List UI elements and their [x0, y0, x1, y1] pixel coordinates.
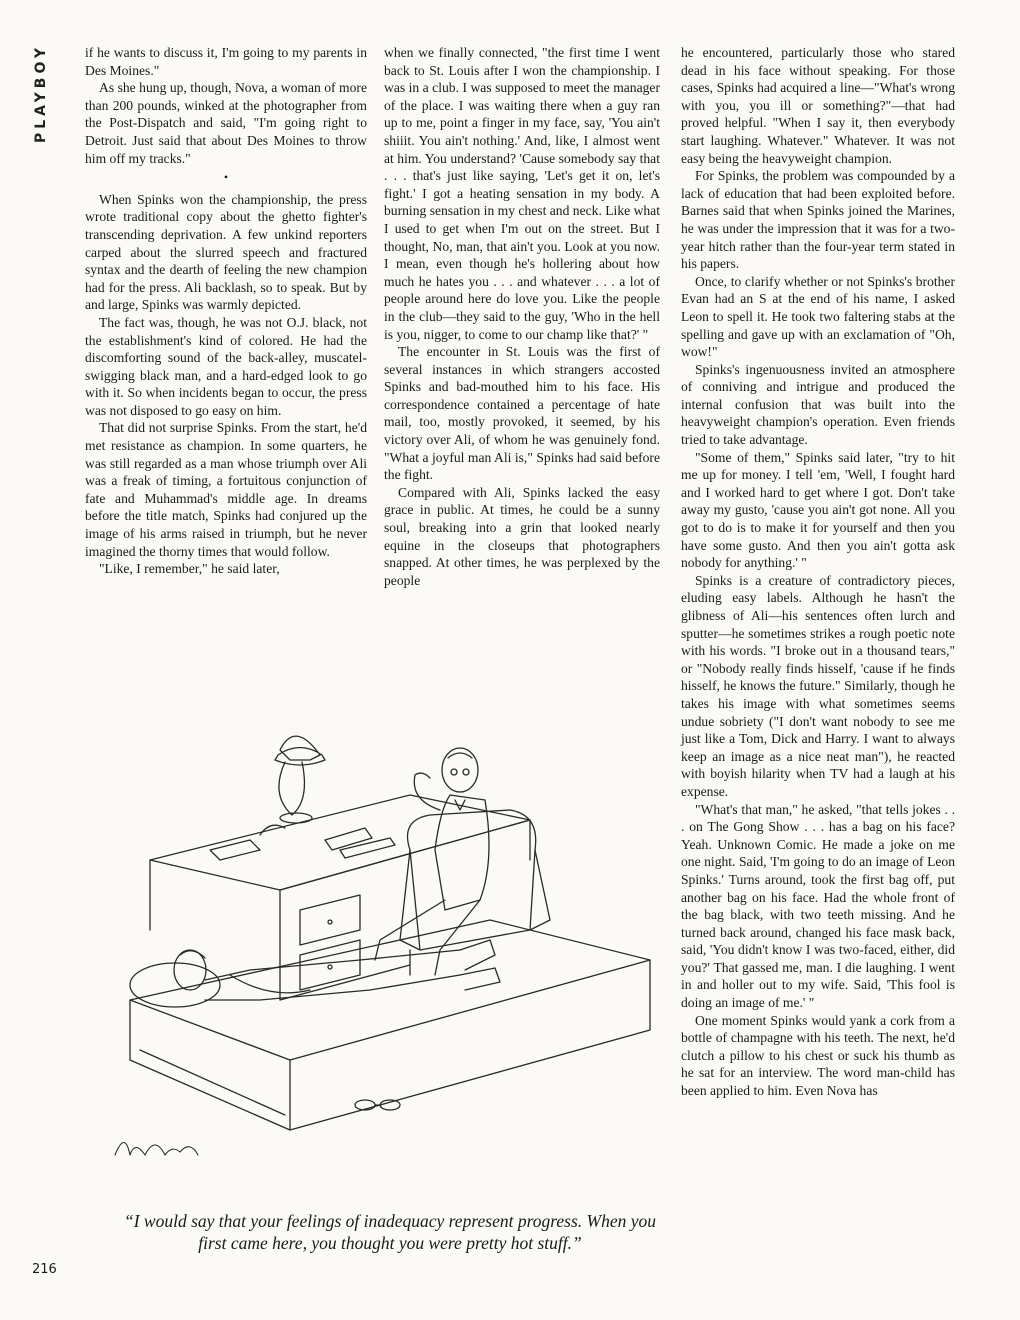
artist-signature — [115, 1143, 198, 1156]
cartoon-illustration — [110, 700, 670, 1180]
running-head-text: PLAYBOY — [33, 44, 49, 144]
patient-figure — [130, 940, 500, 1007]
paragraph: he encountered, particularly those who stared dead in his face without speaking. For those cases, Spinks had acquired a line—"What's wrong with you, you ill or something?"—that had proved helpful. "When I say it, then everybody start laughing. Whatever." Whatever. It was not easy being the heavyweight champion. — [681, 45, 955, 166]
paragraph: For Spinks, the problem was compounded by a lack of education that had been exploited before. Barnes said that when Spinks joined the Marines, he was under the impression that it was for a two-year hitch rather than the four-year term stated in his papers. — [681, 168, 955, 272]
cartoon-caption: “I would say that your feelings of inadequacy represent progress. When you first came here, you thought you were pretty hot stuff.” — [123, 1211, 657, 1253]
paragraph: When Spinks won the championship, the press wrote traditional copy about the ghetto fighter's transcending deprivation. A few unkind reporters carped about the slurred speech and fractured syntax and the dearth of feeling the new champion had for the press. Ali backlash, so to speak. But by and large, Spinks was warmly depicted. — [85, 191, 367, 313]
paragraph: if he wants to discuss it, I'm going to my parents in Des Moines." — [85, 45, 367, 78]
paragraph: "Like, I remember," he said later, — [99, 561, 280, 577]
running-head — [26, 44, 56, 143]
couch — [130, 920, 650, 1130]
paragraph: "What's that man," he asked, "that tells jokes . . . on The Gong Show . . . has a bag on his face? Yeah. Unknown Comic. He made a joke on me one night. Said, 'I'm going to do an image of Leon Spinks.' Turns around, took the first bag off, put another bag on his face. Had the whole front of the bag black, with two teeth missing. And he turned back around, changed his face mask back, said, 'You didn't know I was two-faced, either, did you?' That gassed me, man. I die laughing. I went in and holler out to my wife. Said, 'This fool is doing an image of me.' " — [681, 801, 955, 1011]
paragraph: That did not surprise Spinks. From the start, he'd met resistance as champion. In some quarters, he was still regarded as a man whose triumph over Ali was a freak of timing, a fortuitous conjunction of fate and Muhammad's middle age. In dreams before the title match, Spinks had conjured up the image of his arms raised in triumph, but he never imagined the thorny times that would follow. — [85, 420, 367, 559]
paragraph: when we finally connected, "the first time I went back to St. Louis after I won the championship. I was in a club. I was supposed to meet the manager of the place. I was waiting there when a guy ran up to me, point a finger in my face, say, 'You ain't shiiit. You ain't nothing.' And, like, I almost went at him. You understand? 'Cause somebody say that . . . that's just like saying, 'Let's get it on, let's fight.' I got a heating sensation in my body. A burning sensation in my chest and neck. Like what I used to get when I'm out on the street. But I thought, No, man, that ain't you. Look at you now. I mean, even though he's hollering about how much he hates you . . . and whatever . . . a lot of people around here do love you. Like the people in the club—they said to the guy, 'Who in the hell is you, nigger, to come to our champ like that?' " — [384, 45, 660, 342]
paragraph: Compared with Ali, Spinks lacked the easy grace in public. At times, he could be a sunny soul, breaking into a grin that looked nearly equine in the closeups that photographers snapped. At other times, he was perplexed by the people — [384, 484, 660, 588]
paragraph: One moment Spinks would yank a cork from a bottle of champagne with his teeth. The next, he'd clutch a pillow to his chest or suck his thumb as he sat for an interview. The word man-child has been applied to him. Even Nova has — [681, 1012, 955, 1099]
paragraph: Spinks is a creature of contradictory pieces, eluding easy labels. Although he hasn't the glibness of Ali—his sentences often lurch and sputter—he sometimes strikes a rough poetic note with his words. "I broke out in a thousand tears," or "Nobody really finds hisself, 'cause if he finds hisself, he knows the future." Similarly, though he takes his image with what sometimes seems undue sobriety ("I don't want nobody to see me just like a Tom, Dick and Harry. I want to always keep an image as a nice neat man"), he reacted with boyish hilarity when TV had a laugh at his expense. — [681, 572, 955, 799]
desk-lamp — [275, 736, 325, 823]
page-number: 216 — [32, 1262, 57, 1277]
column-1 — [85, 44, 367, 578]
paragraph: Spinks's ingenuousness invited an atmosphere of conniving and intrigue and produced the internal confusion that was built into the heavyweight champion's operation. Even friends tried to take advantage. — [681, 361, 955, 448]
column-2 — [384, 44, 660, 589]
paragraph: The encounter in St. Louis was the first of several instances in which strangers accosted Spinks and bad-mouthed him to his face. His correspondence contained a percentage of hate mail, too, mostly provoked, it seemed, by his victory over Ali, of whom he was genuinely fond. "What a joyful man Ali is," Spinks had said before the fight. — [384, 344, 660, 483]
paragraph: As she hung up, though, Nova, a woman of more than 200 pounds, winked at the photographer from the Post-Dispatch and said, "I'm going right to Detroit. Just said that about Des Moines to throw him off my tracks." — [85, 80, 367, 166]
desk-papers — [210, 825, 395, 860]
column-3 — [681, 44, 955, 1100]
paragraph: Once, to clarify whether or not Spinks's brother Evan had an S at the end of his name, I asked Leon to spell it. He took two faltering stabs at the spelling and gave up with an exclamation of "Oh, wow!" — [681, 273, 955, 360]
section-bullet: • — [223, 170, 229, 185]
paragraph: The fact was, though, he was not O.J. black, not the establishment's kind of colored. He had the discomforting sound of the back-alley, muscatel-swigging black man, and a hard-edged look to go with it. So when incidents began to occur, the press was not disposed to go easy on him. — [85, 314, 367, 418]
paragraph: "Some of them," Spinks said later, "try to hit me up for money. I tell 'em, 'Well, I fought hard and I worked hard to get where I got. Don't take away my gusto, 'cause you ain't got none. All you got to do is to make it for yourself and then you have some gusto. And then you ain't gotta ask nobody for anything.' " — [681, 449, 955, 571]
